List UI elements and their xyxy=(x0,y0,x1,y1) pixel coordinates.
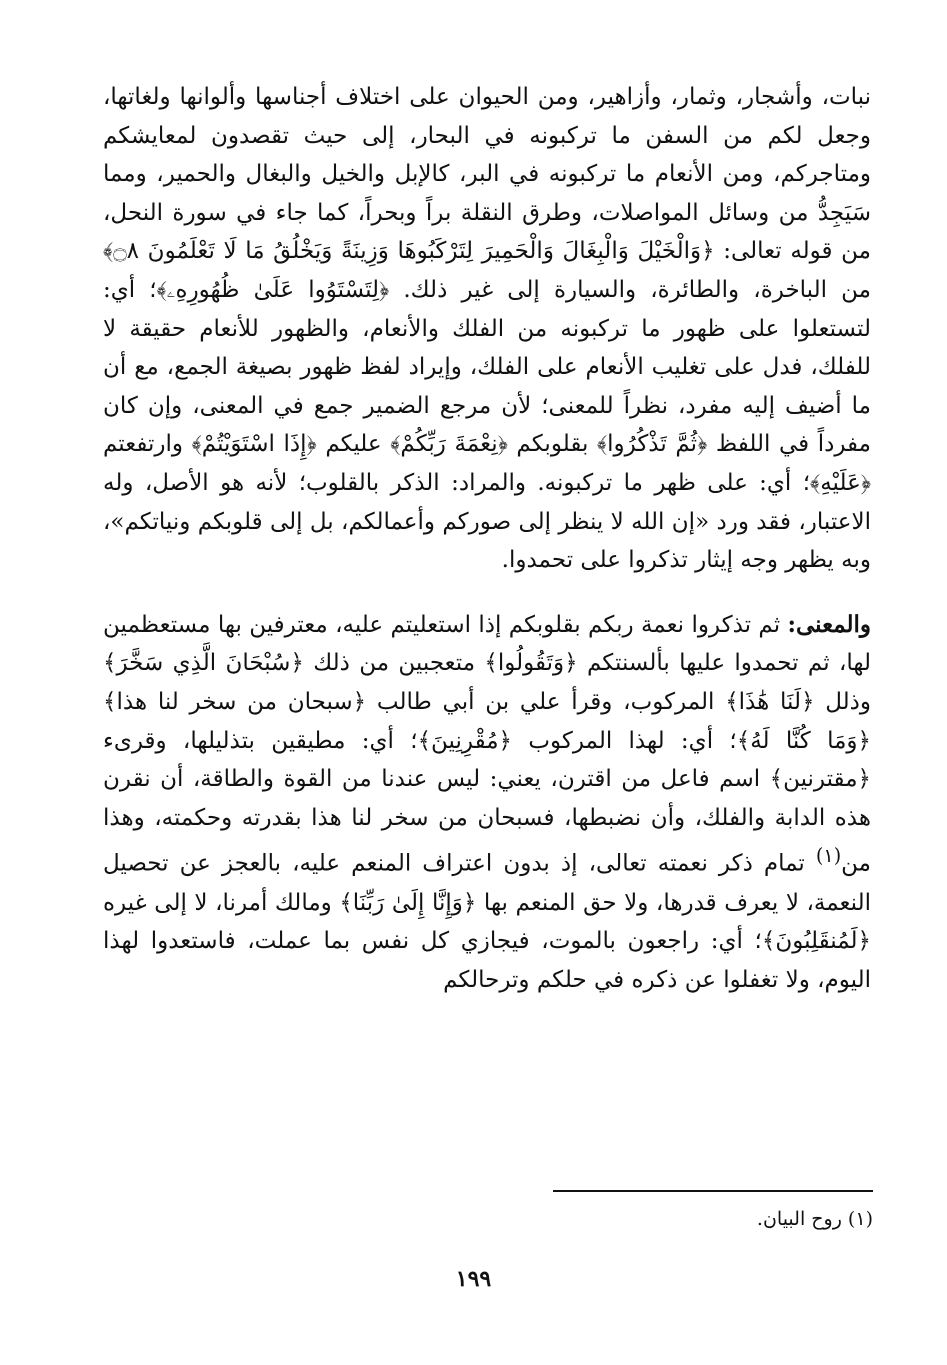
footnote: (١) روح البيان. xyxy=(756,1208,873,1230)
footnote-reference: (١) xyxy=(815,844,842,868)
paragraph-2-text: ثم تذكروا نعمة ربكم بقلوبكم إذا استعليتم عليه، معترفين بها مستعظمين لها، ثم تحمدوا عليها بألسنتكم ﴿وَتَقُولُوا﴾ متعجبين من ذلك ﴿سُبْحَانَ الَّذِي سَخَّرَ﴾ وذلل ﴿لَنَا هَٰذَا﴾ المركوب، وقرأ علي بن أبي طالب ﴿سبحان من سخر لنا هذا﴾ ﴿وَمَا كُنَّا لَهُ﴾؛ أي: لهذا المركوب ﴿مُقْرِنِينَ﴾؛ أي: مطيقين بتذليلها، وقرىء ﴿مقترنين﴾ اسم فاعل من اقترن، يعني: ليس عندنا من القوة والطاقة، أن نقرن هذه الدابة والفلك، وأن نضبطها، فسبحان من سخر لنا هذا بقدرته وحكمته، وهذا من xyxy=(103,611,871,877)
page-number: ١٩٩ xyxy=(455,1266,492,1292)
paragraph-2 xyxy=(103,606,871,1000)
paragraph-2-lead: والمعنى: xyxy=(787,610,871,638)
main-text xyxy=(103,78,871,999)
paragraph-1: نبات، وأشجار، وثمار، وأزاهير، ومن الحيوان على اختلاف أجناسها وألوانها ولغاتها، وجعل لكم من السفن ما تركبونه في البحار، إلى حيث تقصدون لمعايشكم ومتاجركم، ومن الأنعام ما تركبونه في البر، كالإبل والخيل والبغال والحمير، ومما سَيَجِدُّ من وسائل المواصلات، وطرق النقلة براً وبحراً، كما جاء في سورة النحل، من قوله تعالى: ﴿وَالْخَيْلَ وَالْبِغَالَ وَالْحَمِيرَ لِتَرْكَبُوهَا وَزِينَةً وَيَخْلُقُ مَا لَا تَعْلَمُونَ ۝٨﴾ من الباخرة، والطائرة، والسيارة إلى غير ذلك. ﴿لِتَسْتَوُوا عَلَىٰ ظُهُورِهِۦ﴾؛ أي: لتستعلوا على ظهور ما تركبونه من الفلك والأنعام، والظهور للأنعام حقيقة لا للفلك، فدل على تغليب الأنعام على الفلك، وإيراد لفظ ظهور بصيغة الجمع، مع أن ما أضيف إليه مفرد، نظراً للمعنى؛ لأن مرجع الضمير جمع في المعنى، وإن كان مفرداً في اللفظ ﴿ثُمَّ تَذْكُرُوا﴾ بقلوبكم ﴿نِعْمَةَ رَبِّكُمْ﴾ عليكم ﴿إِذَا اسْتَوَيْتُمْ﴾ وارتفعتم ﴿عَلَيْهِ﴾؛ أي: على ظهر ما تركبونه. والمراد: الذكر بالقلوب؛ لأنه هو الأصل، وله الاعتبار، فقد ورد «إن الله لا ينظر إلى صوركم وأعمالكم، بل إلى قلوبكم ونياتكم»، وبه يظهر وجه إيثار تذكروا على تحمدوا. xyxy=(103,84,871,574)
footnote-divider xyxy=(553,1190,873,1192)
paragraph-2-rest: تمام ذكر نعمته تعالى، إذ بدون اعتراف المنعم عليه، بالعجز عن تحصيل النعمة، لا يعرف قدرها، ولا حق المنعم بها ﴿وَإِنَّا إِلَىٰ رَبِّنَا﴾ ومالك أمرنا، لا إلى غيره ﴿لَمُنقَلِبُونَ﴾؛ أي: راجعون بالموت، فيجازي كل نفس بما عملت، فاستعدوا لهذا اليوم، ولا تغفلوا عن ذكره في حلكم وترحالكم xyxy=(103,850,871,993)
